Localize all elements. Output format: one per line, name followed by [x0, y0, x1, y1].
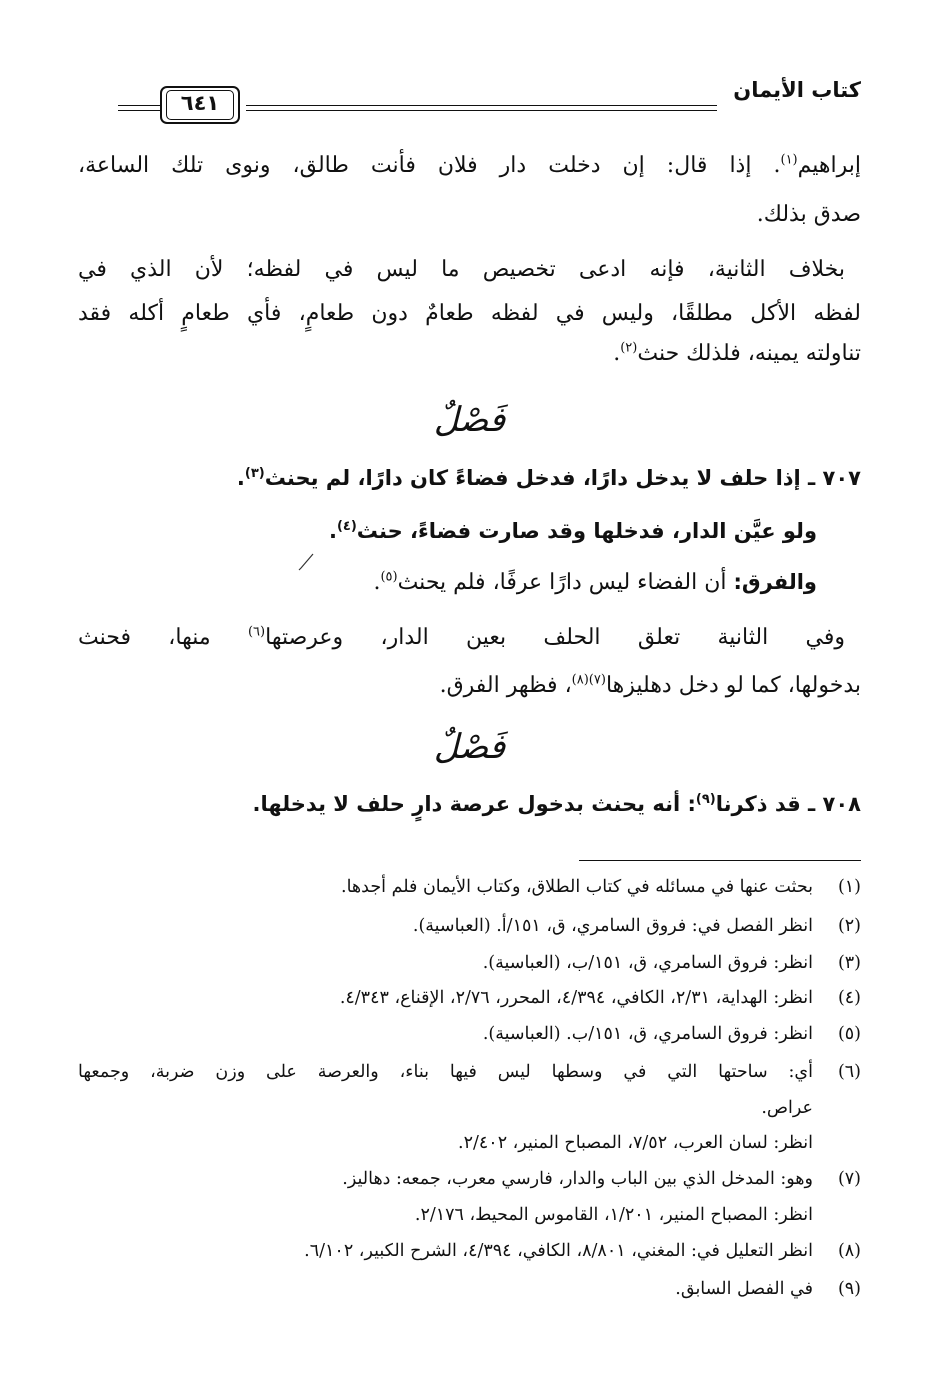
header-rule: [246, 110, 717, 111]
footnote-continuation: انظر: لسان العرب، ٧/٥٢، المصباح المنير، ٢/٤٠٢.: [458, 1133, 813, 1153]
footnote-ref: (٧)(٨): [571, 672, 606, 688]
difference-label: والفرق:: [733, 570, 817, 594]
text-line: والفرق: أن الفضاء ليس دارًا عرفًا، فلم يحنث$^{(٥)}$.: [373, 569, 817, 595]
book-title: كتاب الأيمان: [733, 78, 861, 102]
text-line: إبراهيم$^{(١)}$. إذا قال: إن دخلت دار فلان فأنت طالق، ونوى تلك الساعة،: [78, 152, 861, 178]
footnote: (١)بحثت عنها في مسائله في كتاب الطلاق، وكتاب الأيمان فلم أجدها.: [341, 877, 861, 897]
text-line: لفظه الأكل مطلقًا، وليس في لفظه طعامٌ دون طعامٍ، فأي طعامٍ أكله فقد: [78, 301, 861, 326]
section-title: فَصْلٌ: [433, 727, 506, 767]
footnote: (٧)وهو: المدخل الذي بين الباب والدار، فارسي معرب، جمعه: دهاليز.: [342, 1169, 861, 1189]
footnote: (٤)انظر: الهداية، ٢/٣١، الكافي، ٤/٣٩٤، المحرر، ٢/٧٦، الإقناع، ٤/٣٤٣.: [339, 988, 861, 1008]
footnote-ref: (٤): [336, 519, 357, 534]
footnote-ref: (٩): [695, 792, 716, 807]
text-line: وفي الثانية تعلق الحلف بعين الدار، وعرصتها$^{(٦)}$ منها، فحنث: [78, 624, 846, 650]
text-line: تناولته يمينه، فلذلك حنث$^{(٢)}$.: [613, 340, 861, 366]
footnote-continuation: انظر: المصباح المنير، ١/٢٠١، القاموس المحيط، ٢/١٧٦.: [414, 1205, 813, 1225]
page-header: [118, 78, 861, 116]
page-number-frame: [160, 86, 240, 124]
text-line: ولو عيَّن الدار، فدخلها وقد صارت فضاءً، حنث$^{(٤)}$.: [328, 519, 817, 543]
footnote-ref: (٢): [620, 340, 638, 356]
footnote-ref: (١): [780, 152, 798, 168]
footnote: (٨)انظر التعليل في: المغني، ٨/٨٠١، الكافي، ٤/٣٩٤، الشرح الكبير، ٦/١٠٢.: [304, 1241, 861, 1261]
text-line: بخلاف الثانية، فإنه ادعى تخصيص ما ليس في لفظه؛ لأن الذي في: [78, 257, 845, 282]
header-rule: [118, 105, 160, 106]
header-rule: [246, 105, 717, 106]
footnote-ref: (٣): [244, 466, 265, 481]
footnote: (٣)انظر: فروق السامري، ق، ١٥١/ب، (العباسية).: [482, 953, 861, 973]
header-rule: [118, 110, 160, 111]
footnote-ref: (٥): [380, 569, 398, 585]
footnote: (٥)انظر: فروق السامري، ق، ١٥١/ب. (العباسية).: [482, 1024, 861, 1044]
section-title: فَصْلٌ: [433, 400, 506, 440]
footnote: (٩)في الفصل السابق.: [675, 1279, 861, 1299]
footnote-continuation: عراص.: [761, 1098, 813, 1118]
footnote-separator: [579, 860, 861, 861]
rule-heading: ٧٠٨ ـ قد ذكرنا$^{(٩)}$: أنه يحنث بدخول عرصة دارٍ حلف لا يدخلها.: [252, 792, 861, 816]
footnote: (٢)انظر الفصل في: فروق السامري، ق، ١٥١/أ. (العباسية).: [412, 916, 861, 936]
page-number: ٦٤١: [180, 91, 220, 115]
text-line: صدق بذلك.: [756, 202, 861, 227]
pen-mark: [298, 553, 314, 571]
rule-heading: ٧٠٧ ـ إذا حلف لا يدخل دارًا، فدخل فضاءً كان دارًا، لم يحنث$^{(٣)}$.: [236, 466, 861, 490]
footnote-ref: (٦): [247, 624, 266, 640]
text-line: بدخولها، كما لو دخل دهليزها$^{(٧)(٨)}$، فظهر الفرق.: [439, 672, 861, 698]
footnote: (٦)أي: ساحتها التي في وسطها ليس فيها بناء، والعرصة على وزن ضربة، وجمعها: [78, 1062, 861, 1082]
